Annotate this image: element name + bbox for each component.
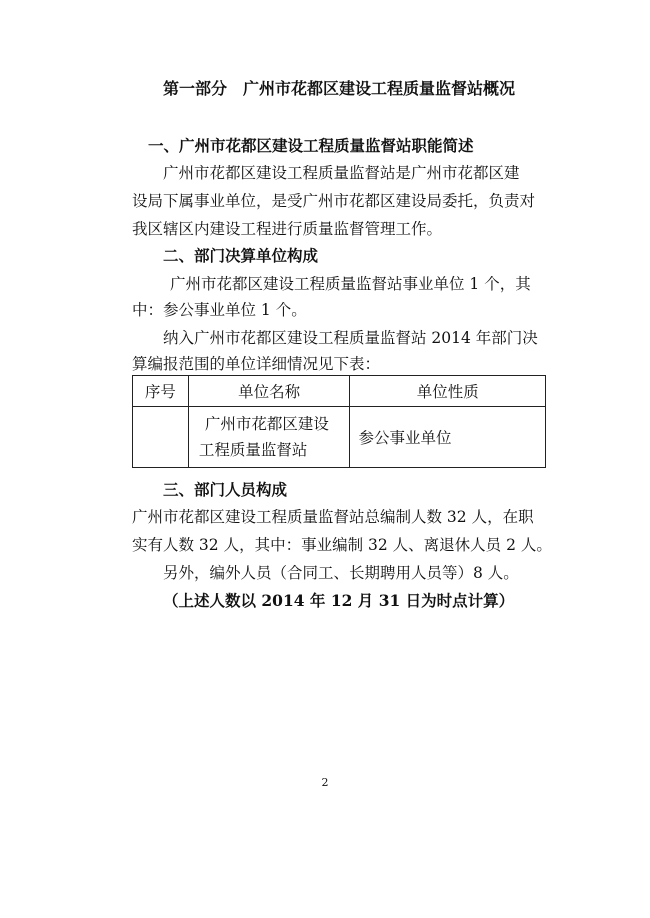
- header-cell-name: 单位名称: [188, 376, 350, 407]
- section1-heading: 一、广州市花都区建设工程质量监督站职能简述: [148, 136, 474, 155]
- section1-paragraph-line: 设局下属事业单位，是受广州市花都区建设局委托，负责对: [132, 192, 536, 210]
- section3-note: （上述人数以 2014 年 12 月 31 日为时点计算）: [163, 591, 515, 610]
- table-row: [133, 407, 546, 468]
- section2-paragraph-line: 广州市花都区建设工程质量监督站事业单位 1 个，其: [170, 275, 531, 293]
- cell-unit-type: 参公事业单位: [350, 407, 546, 468]
- unit-name-line: 广州市花都区建设: [204, 415, 329, 433]
- cell-no: [133, 407, 189, 468]
- section2-heading: 二、部门决算单位构成: [163, 246, 319, 265]
- section2-paragraph-line: 纳入广州市花都区建设工程质量监督站 2014 年部门决: [163, 329, 538, 347]
- section3-heading: 三、部门人员构成: [163, 480, 288, 499]
- page-number: 2: [321, 776, 329, 789]
- section2-paragraph-line: 中：参公事业单位 1 个。: [132, 301, 307, 319]
- section3-paragraph-line: 实有人数 32 人，其中：事业编制 32 人、离退休人员 2 人。: [132, 536, 552, 554]
- header-cell-type: 单位性质: [350, 376, 546, 407]
- section3-paragraph-line: 另外，编外人员（合同工、长期聘用人员等）8 人。: [163, 564, 519, 582]
- section1-paragraph-line: 我区辖区内建设工程进行质量监督管理工作。: [132, 220, 443, 238]
- section3-paragraph-line: 广州市花都区建设工程质量监督站总编制人数 32 人，在职: [132, 508, 534, 526]
- header-cell-no: 序号: [133, 376, 189, 407]
- table-header-row: [133, 376, 546, 407]
- section1-paragraph-line: 广州市花都区建设工程质量监督站是广州市花都区建: [163, 164, 520, 182]
- section2-paragraph-line: 算编报范围的单位详细情况见下表：: [132, 355, 381, 373]
- cell-unit-name: [188, 407, 350, 468]
- unit-table: [132, 375, 546, 468]
- page-title: 第一部分 广州市花都区建设工程质量监督站概况: [163, 79, 516, 98]
- unit-name-line: 工程质量监督站: [198, 441, 308, 459]
